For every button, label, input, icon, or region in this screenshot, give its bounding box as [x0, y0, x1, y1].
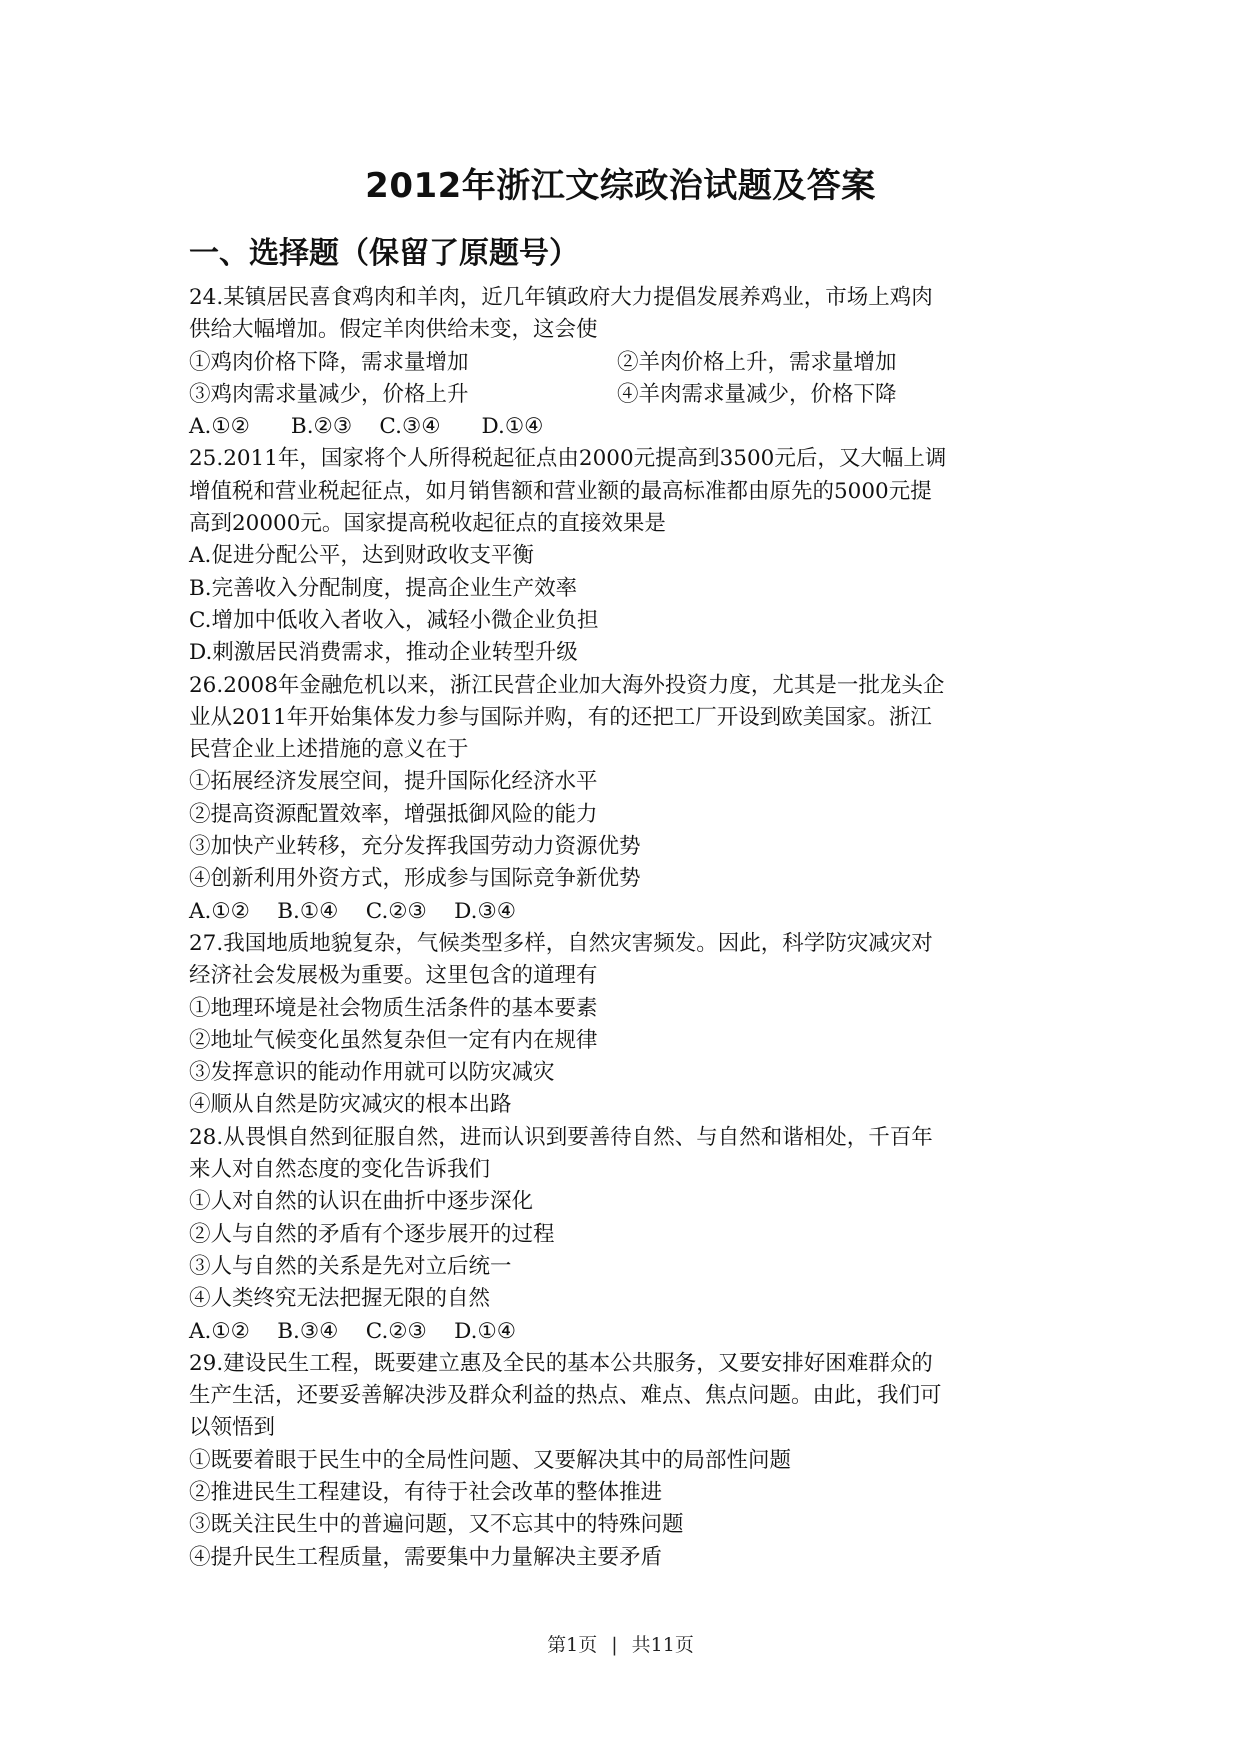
question-block: [189, 1348, 1064, 1574]
question-stem-line: 供给大幅增加。假定羊肉供给未变，这会使: [189, 317, 598, 343]
question-stem-line: 民营企业上述措施的意义在于: [189, 737, 469, 763]
document-title: 2012年浙江文综政治试题及答案: [365, 166, 876, 206]
option-line: ②提高资源配置效率，增强抵御风险的能力: [189, 801, 598, 827]
option-line: ③既关注民生中的普遍问题，又不忘其中的特殊问题: [189, 1512, 684, 1538]
question-stem-line: 25.2011年，国家将个人所得税起征点由2000元提高到3500元后，又大幅上调: [189, 446, 947, 472]
option-statement: ④羊肉需求量减少，价格下降: [617, 381, 897, 407]
option-line: ③加快产业转移，充分发挥我国劳动力资源优势: [189, 834, 641, 860]
page-number-total: 共11页: [631, 1634, 694, 1656]
option-line: ④顺从自然是防灾减灾的根本出路: [189, 1092, 512, 1118]
option-line: ③发挥意识的能动作用就可以防灾减灾: [189, 1060, 555, 1086]
question-stem-line: 业从2011年开始集体发力参与国际并购，有的还把工厂开设到欧美国家。浙江: [189, 704, 932, 730]
option-line: ④人类终究无法把握无限的自然: [189, 1286, 491, 1312]
option-line: ①拓展经济发展空间，提升国际化经济水平: [189, 769, 598, 795]
option-statement: ①鸡肉价格下降，需求量增加: [189, 349, 469, 375]
question-block: [189, 282, 1064, 443]
question-stem-line: 24.某镇居民喜食鸡肉和羊肉，近几年镇政府大力提倡发展养鸡业，市场上鸡肉: [189, 285, 933, 310]
option-line: A.促进分配公平，达到财政收支平衡: [189, 543, 534, 569]
option-line: ②推进民生工程建设，有待于社会改革的整体推进: [189, 1479, 663, 1505]
answer-choices-line: A.①② B.③④ C.②③ D.①④: [189, 1318, 517, 1344]
section-heading: 一、选择题（保留了原题号）: [189, 236, 579, 271]
option-statement: ③鸡肉需求量减少，价格上升: [189, 381, 469, 407]
question-block: [189, 928, 1064, 1122]
page-number-current: 第1页: [547, 1634, 598, 1656]
question-stem-line: 生产生活，还要妥善解决涉及群众利益的热点、难点、焦点问题。由此，我们可: [189, 1383, 942, 1409]
answer-choices-line: A.①② B.②③ C.③④ D.①④: [189, 414, 544, 440]
option-line: ③人与自然的关系是先对立后统一: [189, 1253, 512, 1279]
option-line: C.增加中低收入者收入，减轻小微企业负担: [189, 607, 599, 633]
question-list: [189, 282, 1064, 1574]
answer-choices-line: A.①② B.①④ C.②③ D.③④: [189, 898, 517, 924]
option-line: ①人对自然的认识在曲折中逐步深化: [189, 1189, 534, 1215]
question-block: [189, 1122, 1064, 1348]
option-line: B.完善收入分配制度，提高企业生产效率: [189, 575, 578, 601]
question-stem-line: 26.2008年金融危机以来，浙江民营企业加大海外投资力度，尤其是一批龙头企: [189, 672, 945, 698]
page-footer: [0, 1630, 1241, 1657]
option-line: D.刺激居民消费需求，推动企业转型升级: [189, 640, 578, 666]
option-line: ①既要着眼于民生中的全局性问题、又要解决其中的局部性问题: [189, 1447, 792, 1473]
option-line: ④创新利用外资方式，形成参与国际竞争新优势: [189, 866, 641, 892]
question-stem-line: 29.建设民生工程，既要建立惠及全民的基本公共服务，又要安排好困难群众的: [189, 1350, 933, 1376]
question-stem-line: 增值税和营业税起征点，如月销售额和营业额的最高标准都由原先的5000元提: [189, 478, 932, 504]
option-statement: ②羊肉价格上升，需求量增加: [617, 349, 897, 375]
option-line: ①地理环境是社会物质生活条件的基本要素: [189, 995, 598, 1021]
option-pair-row: [189, 347, 1064, 379]
question-stem-line: 27.我国地质地貌复杂，气候类型多样，自然灾害频发。因此，科学防灾减灾对: [189, 930, 933, 956]
question-block: [189, 670, 1064, 928]
question-stem-line: 以领悟到: [189, 1415, 276, 1441]
question-stem-line: 来人对自然态度的变化告诉我们: [189, 1157, 491, 1183]
question-stem-line: 经济社会发展极为重要。这里包含的道理有: [189, 963, 598, 989]
question-block: [189, 443, 1064, 669]
option-line: ②地址气候变化虽然复杂但一定有内在规律: [189, 1027, 598, 1053]
footer-separator: |: [611, 1634, 618, 1656]
question-stem-line: 高到20000元。国家提高税收起征点的直接效果是: [189, 511, 666, 537]
option-line: ④提升民生工程质量，需要集中力量解决主要矛盾: [189, 1544, 663, 1570]
option-line: ②人与自然的矛盾有个逐步展开的过程: [189, 1221, 555, 1247]
question-stem-line: 28.从畏惧自然到征服自然，进而认识到要善待自然、与自然和谐相处，千百年: [189, 1124, 933, 1150]
option-pair-row: [189, 379, 1064, 411]
